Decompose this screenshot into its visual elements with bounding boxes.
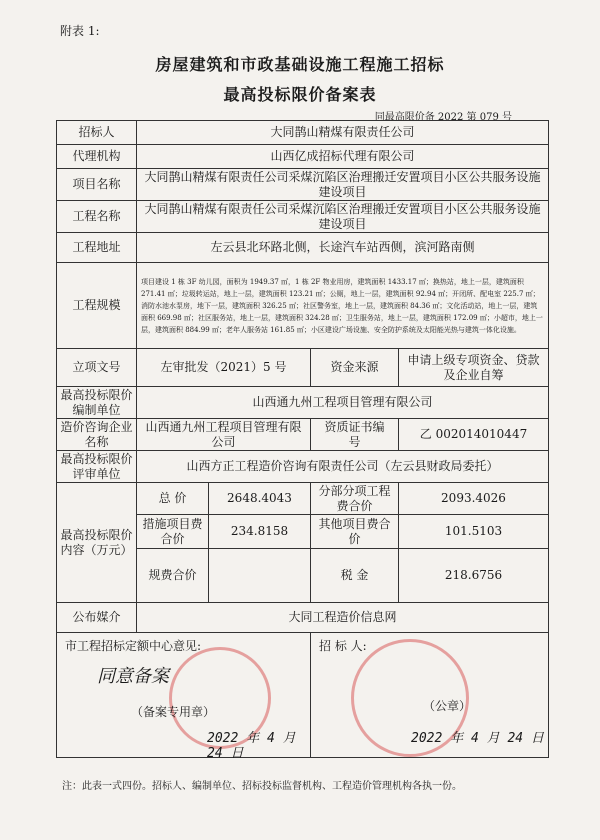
label-works-name: 工程名称 [57, 201, 137, 233]
label-consult: 造价咨询企业名称 [57, 419, 137, 451]
value-media: 大同工程造价信息网 [137, 603, 549, 633]
value-tenderer: 大同鹊山精煤有限责任公司 [137, 121, 549, 145]
annex-label: 附表 1: [60, 24, 100, 38]
sig-left-date: 2022 年 4 月 24 日 [207, 731, 296, 761]
sig-left-title: 市工程招标定额中心意见: [65, 639, 202, 653]
value-site: 左云县北环路北侧，长途汽车站西侧，滨河路南侧 [137, 233, 549, 263]
label-compiler: 最高投标限价编制单位 [57, 387, 137, 419]
row-price-1 [57, 483, 549, 515]
sig-right-date: 2022 年 4 月 24 日 [411, 731, 544, 746]
row-approval [57, 349, 549, 387]
label-site: 工程地址 [57, 233, 137, 263]
document-number: 同最高限价备 2022 第 079 号 [374, 112, 512, 123]
row-compiler [57, 387, 549, 419]
sig-right-title: 招 标 人: [319, 639, 367, 653]
label-price: 最高投标限价内容（万元） [57, 483, 137, 603]
label-media: 公布媒介 [57, 603, 137, 633]
filing-table [56, 120, 549, 761]
row-media [57, 603, 549, 633]
value-tax: 218.6756 [399, 549, 549, 603]
label-scale: 工程规模 [57, 263, 137, 349]
value-measure: 234.8158 [209, 515, 311, 549]
footnote: 注：此表一式四份。招标人、编制单位、招标投标监督机构、工程造价管理机构各执一份。 [62, 781, 462, 792]
label-reviewer: 最高投标限价评审单位 [57, 451, 137, 483]
value-other: 101.5103 [399, 515, 549, 549]
label-sub: 分部分项工程费合价 [311, 483, 399, 515]
value-cert: 乙 002014010447 [399, 419, 549, 451]
row-reviewer [57, 451, 549, 483]
label-project-name: 项目名称 [57, 169, 137, 201]
value-compiler: 山西通九州工程项目管理有限公司 [137, 387, 549, 419]
value-scale: 项目建设 1 栋 3F 幼儿园，面积为 1949.37 ㎡，1 栋 2F 物业用房，建筑面积 1433.17 ㎡；换热站，地上一层，建筑面积 271.41 ㎡；垃圾转运站，地上一层，建筑面积 123.21 ㎡；公厕，地上一层，建筑面积 92.94 ㎡；开闭所、配电室 225.7 ㎡；消防水池水泵房，地下一层，建筑面积 326.25 ㎡；社区警务室，地上一层，建筑面积 84.36 ㎡；文化活动站，地上一层，建筑面积 669.98 ㎡；社区服务站，地上一层，建筑面积 324.28 ㎡；卫生服务站，地上一层，建筑面积 172.09 ㎡；小超市，地上一层，建筑面积 884.99 ㎡；老年人服务站 161.85 ㎡；小区建设广场设施、安全防护系统及太阳能光热与建筑一体化设施。 [137, 263, 549, 349]
value-works-name: 大同鹊山精煤有限责任公司采煤沉陷区治理搬迁安置项目小区公共服务设施建设项目 [137, 201, 549, 233]
value-consult: 山西通九州工程项目管理有限公司 [137, 419, 311, 451]
row-scale [57, 263, 549, 349]
row-site [57, 233, 549, 263]
row-signature [57, 633, 549, 758]
sig-right [311, 633, 549, 758]
label-agency: 代理机构 [57, 145, 137, 169]
sig-right-seal: （公章） [423, 699, 472, 713]
page-subtitle: 最高投标限价备案表 [223, 85, 377, 104]
row-works-name [57, 201, 549, 233]
label-fee: 规费合价 [137, 549, 209, 603]
value-fee [209, 549, 311, 603]
label-tenderer: 招标人 [57, 121, 137, 145]
value-total: 2648.4043 [209, 483, 311, 515]
label-measure: 措施项目费合价 [137, 515, 209, 549]
value-project-name: 大同鹊山精煤有限责任公司采煤沉陷区治理搬迁安置项目小区公共服务设施建设项目 [137, 169, 549, 201]
label-total: 总 价 [137, 483, 209, 515]
value-reviewer: 山西方正工程造价咨询有限责任公司（左云县财政局委托） [137, 451, 549, 483]
label-other: 其他项目费合价 [311, 515, 399, 549]
row-agency [57, 145, 549, 169]
row-consult [57, 419, 549, 451]
row-tenderer [57, 121, 549, 145]
label-approval: 立项文号 [57, 349, 137, 387]
sig-left-seal: （备案专用章） [131, 705, 216, 719]
sig-left [57, 633, 311, 761]
label-cert: 资质证书编 号 [311, 419, 399, 451]
row-project-name [57, 169, 549, 201]
value-fund: 申请上级专项资金、贷款及企业自筹 [399, 349, 549, 387]
label-fund: 资金来源 [311, 349, 399, 387]
value-approval: 左审批发（2021）5 号 [137, 349, 311, 387]
page-title: 房屋建筑和市政基础设施工程施工招标 [155, 55, 445, 74]
label-tax: 税 金 [311, 549, 399, 603]
handwritten-approval: 同意备案 [97, 666, 169, 687]
value-agency: 山西亿成招标代理有限公司 [137, 145, 549, 169]
value-sub: 2093.4026 [399, 483, 549, 515]
